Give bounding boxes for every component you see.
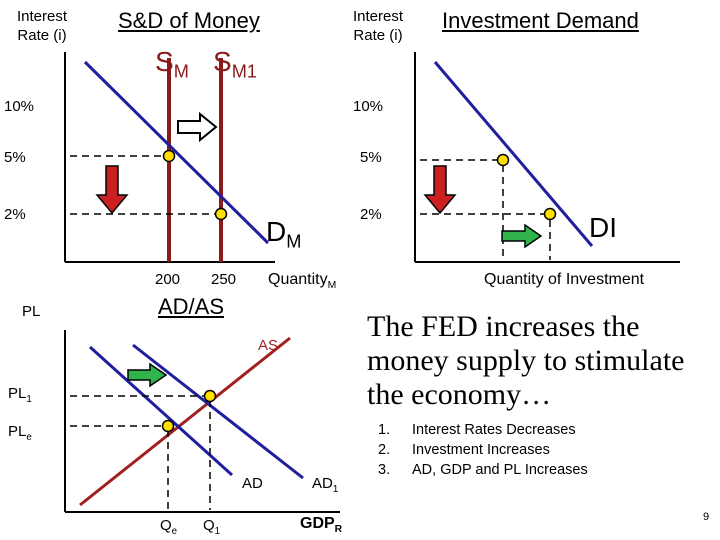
as-label: AS — [258, 337, 279, 354]
invest-title: Investment Demand — [442, 8, 639, 33]
invest-tick-2: 2% — [360, 206, 382, 223]
summary-step: 2. Investment Increases — [378, 442, 550, 458]
money-qty-200: 200 — [155, 271, 181, 288]
money-qty-250: 250 — [211, 271, 237, 288]
gdp-x-label: $GDP_R$ — [300, 515, 343, 536]
money-demand-label: $D_M$ — [266, 216, 302, 252]
qe-tick: $Q_e$ — [160, 517, 178, 537]
adas-y-label: PL — [22, 303, 41, 320]
rate-down-arrow — [97, 166, 127, 213]
money-supply-label-2: $S_{M1}$ — [213, 46, 257, 82]
summary-headline: The FED increases the money supply to stimulate the economy… — [367, 310, 685, 411]
shift-right-arrow — [178, 114, 216, 140]
adas-eq-point-1 — [163, 421, 174, 432]
invest-tick-10: 10% — [353, 98, 384, 115]
money-eq-point-2 — [216, 209, 227, 220]
invest-y-label: Interest Rate (i) — [352, 8, 404, 44]
money-y-label: Interest Rate (i) — [16, 8, 68, 44]
invest-point-2 — [545, 209, 556, 220]
summary-steps — [378, 420, 588, 480]
money-eq-point-1 — [164, 151, 175, 162]
summary-step: 3. AD, GDP and PL Increases — [378, 462, 588, 478]
pl1-tick: $PL_1$ — [8, 385, 32, 405]
ad1-label: $AD_1$ — [312, 475, 339, 495]
money-tick-10: 10% — [4, 98, 35, 115]
money-demand-line — [85, 62, 268, 243]
money-tick-5: 5% — [4, 149, 26, 166]
adas-title: AD/AS — [158, 294, 225, 319]
page-number: 9 — [703, 511, 710, 523]
invest-tick-5: 5% — [360, 149, 382, 166]
invest-demand-label: DI — [589, 212, 617, 243]
invest-demand-line — [435, 62, 592, 246]
money-tick-2: 2% — [4, 206, 26, 223]
invest-increase-arrow — [502, 225, 541, 247]
money-title: S&D of Money — [118, 8, 260, 33]
invest-rate-down-arrow — [425, 166, 455, 213]
ad1-curve — [133, 345, 303, 478]
ad-label: AD — [242, 475, 263, 492]
invest-point-1 — [498, 155, 509, 166]
money-supply-label: $S_M$ — [155, 46, 189, 82]
q1-tick: $Q_1$ — [203, 517, 221, 537]
summary-step: 1. Interest Rates Decreases — [378, 422, 576, 438]
ple-tick: $PL_e$ — [8, 423, 32, 443]
invest-x-label: Quantity of Investment — [484, 271, 645, 288]
adas-eq-point-2 — [205, 391, 216, 402]
money-x-label: Quantity$_M$ — [268, 271, 337, 292]
